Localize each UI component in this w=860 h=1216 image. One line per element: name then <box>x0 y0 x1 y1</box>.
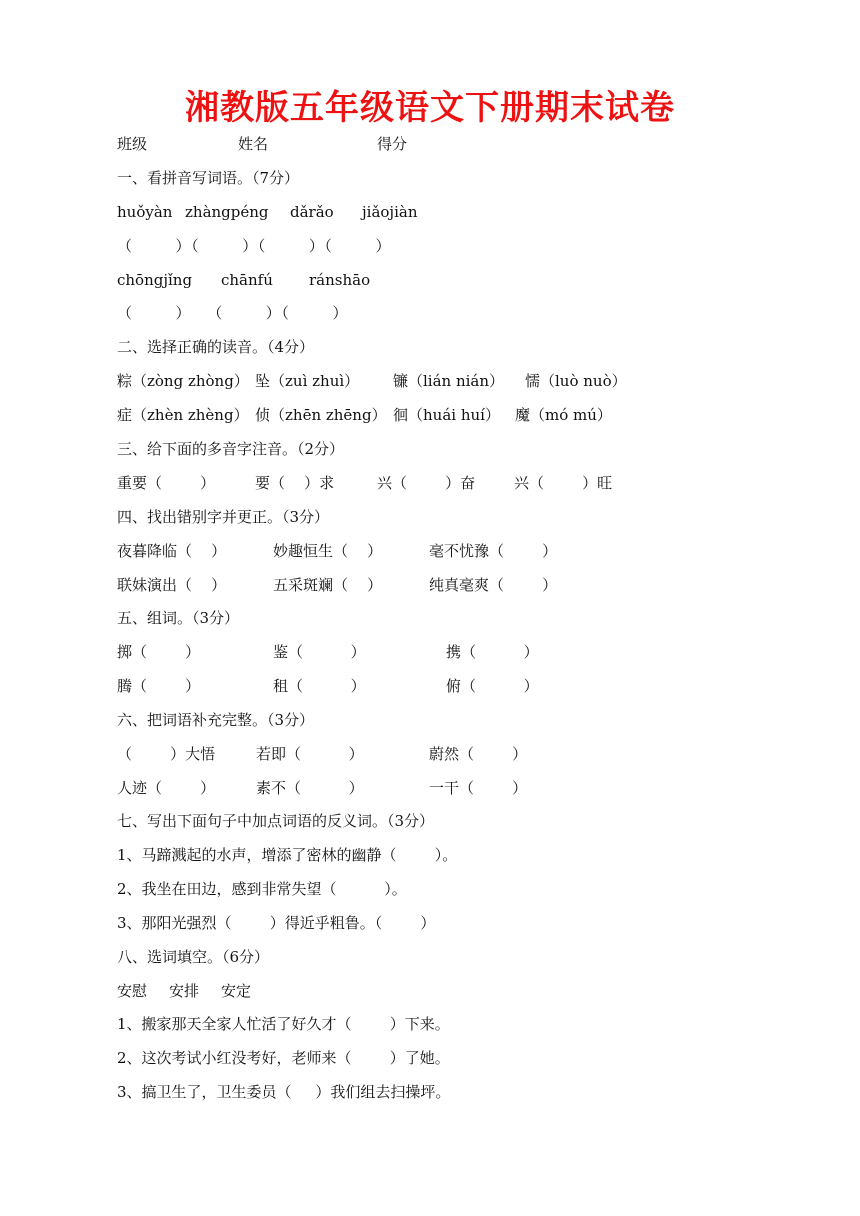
section-6-row-2 <box>117 775 837 801</box>
section-1-pinyin-row-1 <box>117 199 837 225</box>
student-info-header <box>117 131 837 157</box>
typo-item: 妙趣恒生（ ） <box>273 542 383 560</box>
polyphone-item: 要（ ）求 <box>255 474 335 492</box>
word-bank-item: 安排 <box>169 982 200 1000</box>
section-2-row-1 <box>117 368 837 394</box>
typo-item: 毫不忧豫（ ） <box>429 542 558 560</box>
typo-item: 纯真毫爽（ ） <box>429 576 558 594</box>
section-5-heading: 五、组词。（3分） <box>117 609 240 627</box>
section-8-item-2: 2、这次考试小红没考好，老师来（ ）了她。 <box>117 1049 450 1067</box>
polyphone-item: 兴（ ）奋 <box>377 474 476 492</box>
section-4-row-2 <box>117 572 837 598</box>
idiom-item: 若即（ ） <box>256 745 364 763</box>
section-5-row-1 <box>117 639 837 665</box>
reading-choice: 懦（luò nuò） <box>525 372 627 390</box>
pinyin-item: chānfú <box>221 271 273 289</box>
word-building-item: 俯（ ） <box>446 677 539 695</box>
word-building-item: 鉴（ ） <box>273 643 366 661</box>
section-7-heading: 七、写出下面句子中加点词语的反义词。（3分） <box>117 812 435 830</box>
typo-item: 五采斑斓（ ） <box>273 576 383 594</box>
section-7-item-2: 2、我坐在田边，感到非常失望（ ）。 <box>117 880 407 898</box>
pinyin-item: chōngjǐng <box>117 271 193 289</box>
word-building-item: 携（ ） <box>446 643 539 661</box>
idiom-item: 人迹（ ） <box>117 779 216 797</box>
reading-choice: 侦（zhēn zhēng） <box>255 406 387 424</box>
section-8-item-3: 3、搞卫生了，卫生委员（ ）我们组去扫操坪。 <box>117 1083 451 1101</box>
section-6-row-1 <box>117 741 837 767</box>
section-1-pinyin-row-2 <box>117 267 837 293</box>
word-building-item: 租（ ） <box>273 677 366 695</box>
reading-choice: 魔（mó mú） <box>515 406 612 424</box>
polyphone-item: 兴（ ）旺 <box>514 474 613 492</box>
idiom-item: 素不（ ） <box>256 779 364 797</box>
section-8-item-1: 1、搬家那天全家人忙活了好久才（ ）下来。 <box>117 1015 450 1033</box>
reading-choice: 粽（zòng zhòng） <box>117 372 249 390</box>
reading-choice: 症（zhèn zhèng） <box>117 406 249 424</box>
class-label: 班级 <box>117 135 148 153</box>
word-building-item: 掷（ ） <box>117 643 201 661</box>
section-2-heading: 二、选择正确的读音。（4分） <box>117 338 315 356</box>
pinyin-item: ránshāo <box>309 271 371 289</box>
word-building-item: 腾（ ） <box>117 677 201 695</box>
word-bank-item: 安定 <box>221 982 252 1000</box>
idiom-item: （ ）大悟 <box>117 745 216 763</box>
section-3-heading: 三、给下面的多音字注音。（2分） <box>117 440 345 458</box>
section-4-row-1 <box>117 538 837 564</box>
score-label: 得分 <box>377 135 408 153</box>
section-3-row <box>117 470 837 496</box>
word-bank-item: 安慰 <box>117 982 148 1000</box>
section-2-row-2 <box>117 402 837 428</box>
section-1-blanks-row-1: （ ）（ ）（ ）（ ） <box>117 237 392 255</box>
name-label: 姓名 <box>238 135 269 153</box>
idiom-item: 一干（ ） <box>429 779 528 797</box>
section-1-blanks-row-2: （ ） （ ）（ ） <box>117 304 349 322</box>
idiom-item: 蔚然（ ） <box>429 745 528 763</box>
pinyin-item: huǒyàn <box>117 203 173 221</box>
section-5-row-2 <box>117 673 837 699</box>
section-4-heading: 四、找出错别字并更正。（3分） <box>117 508 330 526</box>
section-7-item-3: 3、那阳光强烈（ ）得近乎粗鲁。（ ） <box>117 914 436 932</box>
section-7-item-1: 1、马蹄溅起的水声，增添了密林的幽静（ ）。 <box>117 846 458 864</box>
page-title: 湘教版五年级语文下册期末试卷 <box>185 88 675 128</box>
typo-item: 联妹演出（ ） <box>117 576 227 594</box>
pinyin-item: jiǎojiàn <box>362 203 418 221</box>
section-8-heading: 八、选词填空。（6分） <box>117 948 270 966</box>
typo-item: 夜暮降临（ ） <box>117 542 227 560</box>
pinyin-item: zhàngpéng <box>185 203 269 221</box>
polyphone-item: 重要（ ） <box>117 474 216 492</box>
section-1-heading: 一、看拼音写词语。（7分） <box>117 169 300 187</box>
reading-choice: 徊（huái huí） <box>393 406 500 424</box>
reading-choice: 坠（zuì zhuì） <box>255 372 360 390</box>
pinyin-item: dǎrǎo <box>290 203 334 221</box>
section-8-word-bank <box>117 978 837 1004</box>
reading-choice: 镰（lián nián） <box>393 372 505 390</box>
section-6-heading: 六、把词语补充完整。（3分） <box>117 711 315 729</box>
